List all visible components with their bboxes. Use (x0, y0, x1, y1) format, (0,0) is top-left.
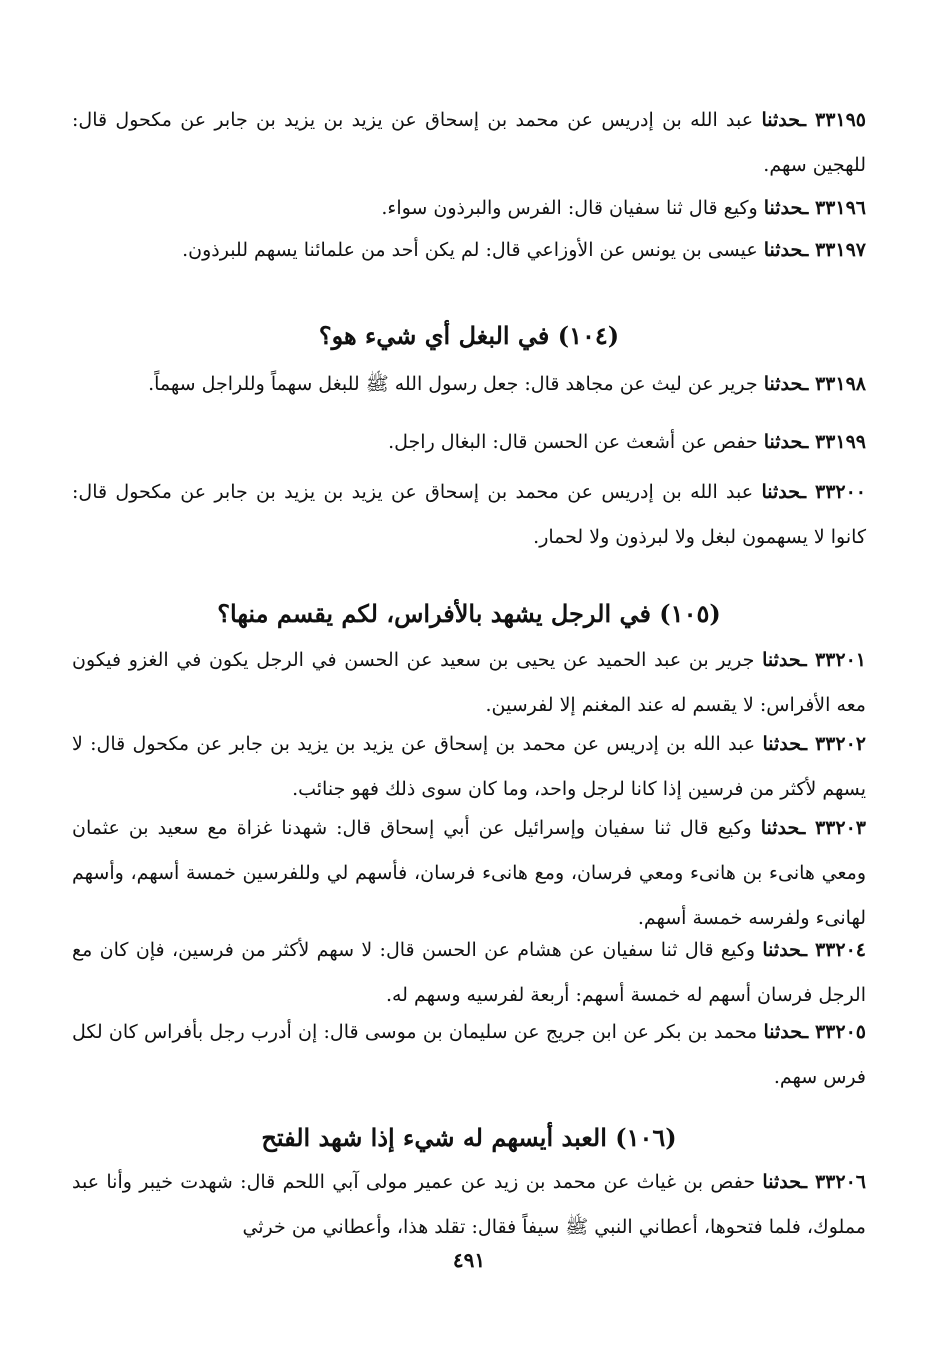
hadith-number: ٣٣٢٠٣ ـ (799, 817, 866, 839)
hadith-33200 (72, 470, 866, 560)
hadith-number: ٣٣٢٠٥ ـ (802, 1021, 866, 1043)
chapter-heading-106: (١٠٦) العبد أيسهم له شيء إذا شهد الفتح (261, 1123, 677, 1152)
hadith-lead: حدثنا (761, 481, 801, 503)
hadith-33196 (72, 186, 866, 231)
hadith-33197 (72, 228, 866, 273)
hadith-text: وكيع قال ثنا سفيان وإسرائيل عن أبي إسحاق قال: شهدنا غزاة مع سعيد بن عثمان ومعي هانىء بن هانىء ومعي فرسان، ومع هانىء فرسان، فأسهم لي وللفرسين خمسة أسهم، وأسهم لهانىء ولفرسه خمسة أسهم. (72, 817, 866, 929)
hadith-text: عبد الله بن إدريس عن محمد بن إسحاق عن يزيد بن يزيد بن جابر عن مكحول قال: للهجين سهم. (72, 109, 866, 176)
hadith-text: عبد الله بن إدريس عن محمد بن إسحاق عن يزيد بن يزيد بن جابر عن مكحول قال: لا يسهم لأكثر من فرسين إذا كانا لرجل واحد، وما كان سوى ذلك فهو جنائب. (72, 733, 866, 800)
chapter-heading-105: (١٠٥) في الرجل يشهد بالأفراس، لكم يقسم منها؟ (217, 599, 721, 628)
hadith-number: ٣٣١٩٦ ـ (802, 197, 866, 219)
hadith-lead: حدثنا (762, 733, 802, 755)
hadith-lead: حدثنا (762, 649, 802, 671)
hadith-number: ٣٣١٩٥ ـ (800, 109, 867, 131)
hadith-number: ٣٣٢٠٤ ـ (801, 939, 866, 961)
hadith-33201 (72, 638, 866, 728)
hadith-33195 (72, 98, 866, 188)
hadith-lead: حدثنا (763, 431, 803, 453)
hadith-text: وكيع قال ثنا سفيان قال: الفرس والبرذون سواء. (381, 197, 758, 219)
hadith-lead: حدثنا (760, 817, 800, 839)
hadith-number: ٣٣٢٠٢ ـ (801, 733, 866, 755)
hadith-lead: حدثنا (762, 939, 802, 961)
hadith-number: ٣٣٢٠١ ـ (801, 649, 866, 671)
hadith-text: جرير عن ليث عن مجاهد قال: جعل رسول الله ﷺ للبغل سهماً وللراجل سهماً. (148, 373, 758, 395)
page-number: ٤٩١ (452, 1248, 486, 1272)
hadith-text: جرير بن عبد الحميد عن يحيى بن سعيد عن الحسن في الرجل يكون في الغزو فيكون معه الأفراس: لا يقسم له عند المغنم إلا لفرسين. (72, 649, 866, 716)
hadith-33205 (72, 1010, 866, 1100)
hadith-lead: حدثنا (763, 239, 803, 261)
hadith-lead: حدثنا (763, 1021, 803, 1043)
chapter-heading-104: (١٠٤) في البغل أي شيء هو؟ (318, 321, 620, 350)
hadith-text: حفص عن أشعث عن الحسن قال: البغال راجل. (388, 431, 758, 453)
hadith-text: عبد الله بن إدريس عن محمد بن إسحاق عن يزيد بن يزيد بن جابر عن مكحول قال: كانوا لا يسهمون لبغل ولا لبرذون ولا لحمار. (72, 481, 866, 548)
hadith-number: ٣٣٢٠٠ ـ (800, 481, 867, 503)
hadith-text: وكيع قال ثنا سفيان عن هشام عن الحسن قال: لا سهم لأكثر من فرسين، فإن كان مع الرجل فرسان أسهم له خمسة أسهم: أربعة لفرسيه وسهم له. (72, 939, 866, 1006)
hadith-number: ٣٣١٩٩ ـ (802, 431, 866, 453)
hadith-33203 (72, 806, 866, 941)
hadith-text: حفص بن غياث عن محمد بن زيد عن عمير مولى آبي اللحم قال: شهدت خيبر وأنا عبد مملوك، فلما فتحوها، أعطاني النبي ﷺ سيفاً فقال: تقلد هذا، وأعطاني من خرثي (72, 1171, 866, 1238)
hadith-lead: حدثنا (763, 197, 803, 219)
hadith-lead: حدثنا (763, 373, 803, 395)
hadith-lead: حدثنا (762, 1171, 802, 1193)
hadith-33199 (72, 420, 866, 465)
hadith-text: عيسى بن يونس عن الأوزاعي قال: لم يكن أحد من علمائنا يسهم للبرذون. (182, 239, 758, 261)
hadith-33204 (72, 928, 866, 1018)
hadith-lead: حدثنا (761, 109, 801, 131)
hadith-33198 (72, 362, 866, 407)
hadith-33206 (72, 1160, 866, 1250)
hadith-33202 (72, 722, 866, 812)
hadith-number: ٣٣١٩٧ ـ (802, 239, 866, 261)
hadith-number: ٣٣٢٠٦ ـ (801, 1171, 866, 1193)
hadith-text: محمد بن بكر عن ابن جريج عن سليمان بن موسى قال: إن أدرب رجل بأفراس كان لكل فرس سهم. (72, 1021, 866, 1088)
hadith-number: ٣٣١٩٨ ـ (802, 373, 866, 395)
